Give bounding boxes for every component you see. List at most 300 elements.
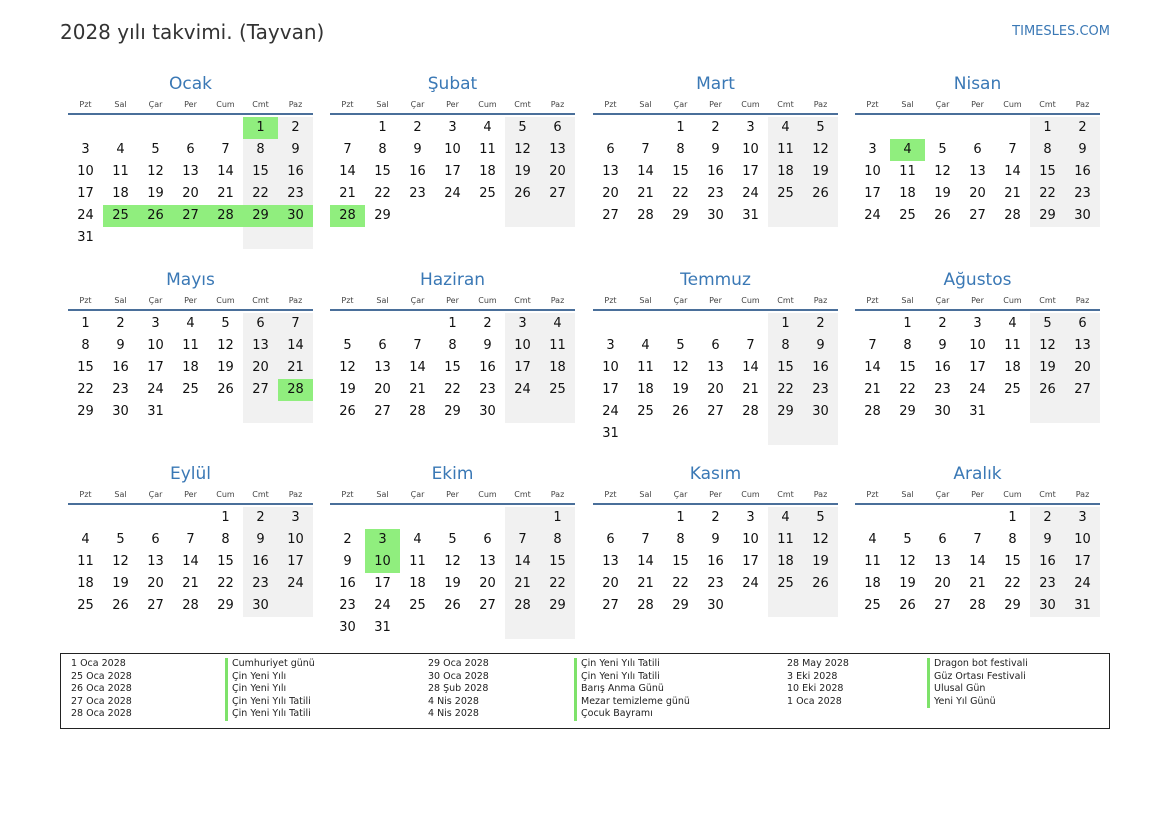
day-cell: 23	[1030, 573, 1065, 595]
day-cell: 12	[112, 554, 129, 569]
legend-holiday-name: Dragon bot festivali	[927, 658, 1028, 671]
day-cell: 19	[217, 360, 234, 375]
day-cell: 15	[899, 360, 916, 375]
day-cell: 26	[672, 404, 689, 419]
day-cell: 4	[768, 507, 803, 529]
weekday-label: Pzt	[866, 490, 879, 499]
weekday-label: Sal	[639, 296, 652, 305]
weekday-label: Cum	[1003, 490, 1022, 499]
day-cell: 4	[768, 117, 803, 139]
day-cell: 24	[505, 379, 540, 401]
weekday-label: Cmt	[1039, 100, 1056, 109]
day-cell: 2	[938, 316, 947, 331]
day-cell: 20	[147, 576, 164, 591]
day-cell: 15	[768, 357, 803, 379]
day-cell: 28	[742, 404, 759, 419]
day-cell: 13	[374, 360, 391, 375]
legend-date: 30 Oca 2028	[428, 670, 489, 682]
day-cell: 22	[77, 382, 94, 397]
month-name: Ocak	[169, 74, 212, 94]
day-cell: 27	[707, 404, 724, 419]
day-cell: 29	[444, 404, 461, 419]
day-cell: 27	[540, 183, 575, 205]
day-cell: 23	[803, 379, 838, 401]
month-name: Haziran	[419, 270, 486, 290]
weekday-label: Sal	[901, 100, 914, 109]
weekend-blank-cell	[505, 205, 540, 227]
day-cell: 12	[217, 338, 234, 353]
day-cell: 14	[742, 360, 759, 375]
holiday-day-cell: 26	[138, 205, 173, 227]
day-cell: 1	[1008, 510, 1017, 525]
site-link[interactable]: TIMESLES.COM	[1012, 24, 1110, 39]
day-cell: 22	[374, 186, 391, 201]
day-cell: 20	[374, 382, 391, 397]
weekday-label: Sal	[376, 490, 389, 499]
day-cell: 9	[343, 554, 352, 569]
day-cell: 14	[637, 164, 654, 179]
weekday-label: Sal	[901, 296, 914, 305]
day-cell: 30	[707, 598, 724, 613]
weekday-header	[330, 489, 575, 505]
legend-holiday-name: Çin Yeni Yılı Tatili	[225, 696, 315, 709]
day-cell: 2	[483, 316, 492, 331]
legend-date: 29 Oca 2028	[428, 658, 489, 669]
weekend-blank-cell	[768, 423, 803, 445]
weekday-label: Cmt	[252, 490, 269, 499]
weekday-label: Pzt	[866, 100, 879, 109]
day-cell: 18	[479, 164, 496, 179]
weekday-label: Çar	[935, 490, 950, 499]
day-cell: 14	[637, 554, 654, 569]
holiday-day-cell: 4	[890, 139, 925, 161]
weekday-label: Paz	[1075, 296, 1090, 305]
holiday-day-cell: 28	[278, 379, 313, 401]
day-cell: 23	[112, 382, 129, 397]
day-cell: 5	[803, 507, 838, 529]
legend-date: 28 Şub 2028	[428, 683, 489, 695]
day-grid	[68, 507, 313, 617]
day-cell: 18	[864, 576, 881, 591]
day-cell: 27	[243, 379, 278, 401]
day-cell: 7	[221, 142, 230, 157]
day-cell: 7	[278, 313, 313, 335]
day-cell: 21	[637, 186, 654, 201]
weekday-label: Pzt	[604, 490, 617, 499]
weekday-label: Pzt	[604, 100, 617, 109]
day-cell: 6	[243, 313, 278, 335]
day-cell: 9	[116, 338, 125, 353]
day-cell: 17	[742, 554, 759, 569]
legend-name-column	[225, 658, 315, 721]
weekend-blank-cell	[505, 617, 540, 639]
day-cell: 14	[182, 554, 199, 569]
day-cell: 9	[1030, 529, 1065, 551]
day-cell: 13	[602, 554, 619, 569]
weekday-label: Sal	[376, 296, 389, 305]
day-cell: 6	[378, 338, 387, 353]
day-cell: 6	[606, 142, 615, 157]
weekday-label: Cmt	[1039, 490, 1056, 499]
day-cell: 2	[803, 313, 838, 335]
day-cell: 3	[448, 120, 457, 135]
day-cell: 10	[864, 164, 881, 179]
day-cell: 22	[899, 382, 916, 397]
day-cell: 23	[278, 183, 313, 205]
legend-date: 26 Oca 2028	[71, 683, 132, 695]
day-cell: 28	[864, 404, 881, 419]
weekend-blank-cell	[768, 595, 803, 617]
day-cell: 11	[540, 335, 575, 357]
day-cell: 22	[1004, 576, 1021, 591]
legend-holiday-name: Barış Anma Günü	[574, 683, 690, 696]
weekday-label: Per	[971, 296, 984, 305]
day-cell: 13	[1065, 335, 1100, 357]
day-cell: 5	[938, 142, 947, 157]
day-cell: 22	[672, 576, 689, 591]
legend-date-column	[787, 658, 849, 708]
day-cell: 22	[1030, 183, 1065, 205]
day-cell: 6	[151, 532, 160, 547]
month-block	[855, 74, 1100, 227]
legend-date: 27 Oca 2028	[71, 695, 132, 707]
weekday-label: Sal	[639, 490, 652, 499]
day-cell: 25	[540, 379, 575, 401]
day-cell: 17	[147, 360, 164, 375]
day-cell: 6	[606, 532, 615, 547]
day-cell: 28	[182, 598, 199, 613]
day-cell: 19	[505, 161, 540, 183]
day-cell: 28	[409, 404, 426, 419]
weekday-label: Pzt	[79, 296, 92, 305]
day-cell: 28	[505, 595, 540, 617]
day-cell: 29	[768, 401, 803, 423]
weekday-label: Sal	[114, 296, 127, 305]
day-cell: 18	[637, 382, 654, 397]
day-cell: 18	[409, 576, 426, 591]
day-cell: 12	[899, 554, 916, 569]
day-cell: 19	[934, 186, 951, 201]
weekday-label: Sal	[114, 100, 127, 109]
legend-date: 4 Nis 2028	[428, 695, 479, 707]
day-cell: 21	[409, 382, 426, 397]
day-cell: 30	[479, 404, 496, 419]
day-cell: 24	[969, 382, 986, 397]
weekday-label: Paz	[550, 490, 565, 499]
day-cell: 4	[540, 313, 575, 335]
weekday-label: Sal	[639, 100, 652, 109]
day-grid	[330, 507, 575, 639]
day-cell: 17	[77, 186, 94, 201]
weekday-label: Per	[184, 296, 197, 305]
day-cell: 8	[676, 142, 685, 157]
day-cell: 6	[973, 142, 982, 157]
day-cell: 26	[803, 573, 838, 595]
day-cell: 23	[243, 573, 278, 595]
day-cell: 6	[483, 532, 492, 547]
day-cell: 7	[973, 532, 982, 547]
day-cell: 7	[186, 532, 195, 547]
weekday-header	[593, 295, 838, 311]
day-cell: 26	[1030, 379, 1065, 401]
legend-holiday-name: Çin Yeni Yılı Tatili	[225, 708, 315, 721]
weekend-blank-cell	[278, 227, 313, 249]
day-cell: 15	[77, 360, 94, 375]
day-cell: 20	[182, 186, 199, 201]
day-cell: 2	[1065, 117, 1100, 139]
day-cell: 1	[768, 313, 803, 335]
day-cell: 10	[969, 338, 986, 353]
day-grid	[855, 117, 1100, 227]
day-cell: 21	[1004, 186, 1021, 201]
day-cell: 20	[1065, 357, 1100, 379]
weekday-label: Paz	[813, 490, 828, 499]
day-cell: 31	[602, 426, 619, 441]
day-cell: 1	[221, 510, 230, 525]
day-cell: 19	[672, 382, 689, 397]
day-cell: 17	[1065, 551, 1100, 573]
day-cell: 14	[409, 360, 426, 375]
day-cell: 9	[938, 338, 947, 353]
day-cell: 28	[637, 208, 654, 223]
day-cell: 11	[409, 554, 426, 569]
weekday-label: Cmt	[514, 490, 531, 499]
day-cell: 14	[505, 551, 540, 573]
day-cell: 10	[742, 142, 759, 157]
day-cell: 6	[186, 142, 195, 157]
day-cell: 12	[339, 360, 356, 375]
month-name: Ağustos	[943, 270, 1012, 290]
day-cell: 1	[676, 510, 685, 525]
month-block	[68, 270, 313, 423]
weekend-blank-cell	[540, 401, 575, 423]
weekend-blank-cell	[278, 595, 313, 617]
month-name: Kasım	[689, 464, 742, 484]
day-cell: 22	[444, 382, 461, 397]
day-cell: 9	[483, 338, 492, 353]
day-cell: 2	[711, 510, 720, 525]
weekday-label: Çar	[935, 296, 950, 305]
day-cell: 3	[746, 120, 755, 135]
weekday-label: Paz	[813, 100, 828, 109]
legend-date-column	[428, 658, 489, 721]
day-cell: 1	[676, 120, 685, 135]
day-cell: 29	[540, 595, 575, 617]
day-cell: 19	[899, 576, 916, 591]
day-cell: 31	[147, 404, 164, 419]
day-cell: 19	[444, 576, 461, 591]
weekday-label: Çar	[673, 296, 688, 305]
holiday-day-cell: 10	[365, 551, 400, 573]
day-cell: 16	[243, 551, 278, 573]
day-cell: 12	[803, 529, 838, 551]
weekday-label: Pzt	[604, 296, 617, 305]
day-cell: 17	[444, 164, 461, 179]
day-cell: 21	[339, 186, 356, 201]
day-cell: 14	[864, 360, 881, 375]
day-cell: 3	[81, 142, 90, 157]
day-cell: 18	[768, 551, 803, 573]
day-cell: 19	[803, 161, 838, 183]
day-cell: 25	[479, 186, 496, 201]
weekday-label: Paz	[1075, 490, 1090, 499]
weekday-label: Çar	[148, 490, 163, 499]
day-cell: 7	[641, 532, 650, 547]
day-cell: 2	[413, 120, 422, 135]
day-cell: 8	[1030, 139, 1065, 161]
weekday-label: Cmt	[777, 490, 794, 499]
day-cell: 27	[602, 208, 619, 223]
weekday-label: Cum	[478, 100, 497, 109]
day-cell: 20	[540, 161, 575, 183]
holiday-day-cell: 28	[330, 205, 365, 227]
day-cell: 22	[768, 379, 803, 401]
weekday-label: Per	[971, 100, 984, 109]
day-cell: 1	[378, 120, 387, 135]
day-cell: 5	[343, 338, 352, 353]
day-cell: 23	[339, 598, 356, 613]
day-cell: 13	[147, 554, 164, 569]
day-cell: 4	[81, 532, 90, 547]
day-cell: 4	[483, 120, 492, 135]
weekday-label: Paz	[550, 100, 565, 109]
day-cell: 14	[339, 164, 356, 179]
weekday-label: Paz	[813, 296, 828, 305]
weekday-header	[330, 295, 575, 311]
day-cell: 26	[444, 598, 461, 613]
weekday-label: Cmt	[777, 296, 794, 305]
day-cell: 10	[444, 142, 461, 157]
weekday-label: Cmt	[252, 100, 269, 109]
weekend-blank-cell	[1030, 401, 1065, 423]
day-cell: 13	[479, 554, 496, 569]
legend-holiday-name: Yeni Yıl Günü	[927, 696, 1028, 709]
day-cell: 14	[969, 554, 986, 569]
legend-date: 1 Oca 2028	[787, 695, 842, 707]
day-cell: 11	[77, 554, 94, 569]
day-cell: 15	[540, 551, 575, 573]
day-cell: 16	[339, 576, 356, 591]
day-cell: 29	[1004, 598, 1021, 613]
day-cell: 5	[676, 338, 685, 353]
day-cell: 17	[602, 382, 619, 397]
legend-holiday-name: Ulusal Gün	[927, 683, 1028, 696]
day-cell: 15	[672, 554, 689, 569]
holiday-legend	[60, 653, 1110, 729]
day-cell: 18	[112, 186, 129, 201]
day-cell: 16	[803, 357, 838, 379]
day-cell: 8	[540, 529, 575, 551]
day-cell: 12	[147, 164, 164, 179]
legend-date: 25 Oca 2028	[71, 670, 132, 682]
weekend-blank-cell	[1065, 401, 1100, 423]
month-block	[593, 464, 838, 617]
day-cell: 20	[602, 186, 619, 201]
day-cell: 1	[540, 507, 575, 529]
day-cell: 3	[973, 316, 982, 331]
weekday-label: Çar	[673, 490, 688, 499]
holiday-day-cell: 25	[103, 205, 138, 227]
day-cell: 7	[1008, 142, 1017, 157]
day-cell: 11	[768, 529, 803, 551]
day-cell: 15	[217, 554, 234, 569]
day-cell: 24	[444, 186, 461, 201]
day-cell: 14	[1004, 164, 1021, 179]
day-cell: 19	[339, 382, 356, 397]
day-cell: 8	[903, 338, 912, 353]
weekend-blank-cell	[803, 423, 838, 445]
day-cell: 24	[602, 404, 619, 419]
day-cell: 2	[116, 316, 125, 331]
legend-date: 1 Oca 2028	[71, 658, 126, 669]
day-cell: 5	[505, 117, 540, 139]
day-grid	[68, 313, 313, 423]
day-cell: 15	[444, 360, 461, 375]
day-cell: 27	[147, 598, 164, 613]
day-cell: 10	[742, 532, 759, 547]
day-cell: 9	[803, 335, 838, 357]
legend-holiday-name: Çin Yeni Yılı	[225, 671, 315, 684]
day-cell: 9	[243, 529, 278, 551]
day-cell: 17	[864, 186, 881, 201]
day-cell: 21	[637, 576, 654, 591]
weekday-label: Cum	[1003, 100, 1022, 109]
day-grid	[593, 507, 838, 617]
weekday-label: Pzt	[341, 296, 354, 305]
day-cell: 21	[969, 576, 986, 591]
day-cell: 29	[374, 208, 391, 223]
weekend-blank-cell	[540, 617, 575, 639]
day-cell: 15	[1030, 161, 1065, 183]
day-cell: 16	[112, 360, 129, 375]
day-cell: 24	[864, 208, 881, 223]
day-grid	[855, 507, 1100, 617]
day-grid	[330, 117, 575, 227]
day-cell: 15	[672, 164, 689, 179]
day-cell: 26	[217, 382, 234, 397]
weekend-blank-cell	[505, 507, 540, 529]
weekday-label: Cum	[1003, 296, 1022, 305]
weekday-label: Çar	[148, 100, 163, 109]
weekday-label: Cmt	[514, 100, 531, 109]
day-cell: 5	[151, 142, 160, 157]
day-cell: 16	[1030, 551, 1065, 573]
day-cell: 13	[602, 164, 619, 179]
day-cell: 26	[934, 208, 951, 223]
weekday-header	[593, 489, 838, 505]
weekday-label: Per	[446, 296, 459, 305]
day-cell: 25	[1004, 382, 1021, 397]
day-cell: 11	[768, 139, 803, 161]
day-grid	[855, 313, 1100, 423]
weekday-header	[68, 99, 313, 115]
day-cell: 13	[182, 164, 199, 179]
weekday-label: Cum	[741, 100, 760, 109]
day-cell: 2	[278, 117, 313, 139]
day-cell: 3	[1065, 507, 1100, 529]
day-cell: 3	[151, 316, 160, 331]
weekday-header	[855, 489, 1100, 505]
day-cell: 4	[868, 532, 877, 547]
day-cell: 1	[903, 316, 912, 331]
weekday-label: Çar	[410, 100, 425, 109]
day-cell: 3	[606, 338, 615, 353]
day-cell: 5	[221, 316, 230, 331]
day-cell: 2	[343, 532, 352, 547]
weekday-label: Cum	[741, 296, 760, 305]
day-cell: 20	[969, 186, 986, 201]
day-cell: 4	[186, 316, 195, 331]
